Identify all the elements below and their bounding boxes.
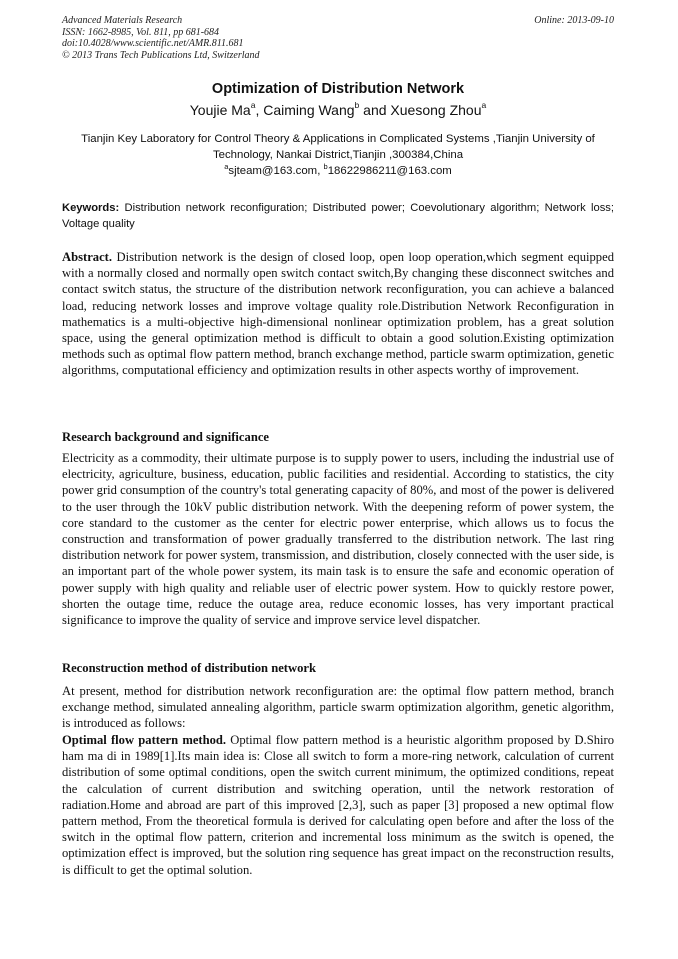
author-affil-mark: a: [481, 100, 487, 110]
email-separator: ,: [317, 165, 324, 177]
author-list: [62, 101, 614, 119]
subsection-label: Optimal flow pattern method.: [62, 733, 227, 747]
section-heading: Research background and significance: [62, 430, 270, 444]
author-name: Caiming Wang: [263, 102, 355, 118]
keywords: [62, 200, 614, 232]
paper-title: Optimization of Distribution Network: [211, 81, 465, 97]
journal-header: [62, 15, 422, 61]
author-affil-mark: b: [354, 100, 360, 110]
email-mark: b: [323, 162, 328, 171]
copyright-line: © 2013 Trans Tech Publications Ltd, Switzerland: [62, 49, 260, 61]
abstract-label: Abstract.: [62, 250, 113, 264]
doi-line: doi:10.4028/www.scientific.net/AMR.811.681: [62, 38, 244, 50]
author-name: Xuesong Zhou: [390, 102, 482, 118]
section-paragraph: Electricity as a commodity, their ultimate purpose is to supply power to users, including the industrial use of electricity, agriculture, business, education, public facilities and residential. According to statistics, the city power grid consumption of the country's total generating capacity of 80%, and most of the power is delivered to the user through the 10kV public distribution network. With the deepening reform of power system, the core standard to the customer as the center for electric power enterprise, which allows us to focus the construction and transformation of power gradually transferred to the distribution network. The last ring distribution network for power system, transmission, and distribution, closely connected with the user side, is an important part of the whole power system, its main task is to ensure the safe and economic operation of power supply with high quality and reliable user of electric power system. How to quickly restore power, shorten the outage time, reduce the outage area, reduce economic losses, has very important practical significance to improve the quality of service and improve service level dispatcher.: [62, 451, 614, 628]
author-separator: ,: [255, 102, 264, 118]
journal-name: Advanced Materials Research: [62, 15, 183, 26]
keywords-label: Keywords:: [62, 202, 120, 214]
email-link[interactable]: 18622986211@163.com: [327, 165, 452, 177]
abstract-text: Distribution network is the design of closed loop, open loop operation,which segment equipped with a normally closed and normally open switch contact switch,By changing these disconnect switches and contact switch status, the structure of the distribution network reconfiguration, you can achieve a balanced load, reducing network losses and improve voltage quality role.Distribution Network Reconfiguration in mathematics is a multi-objective high-dimensional nonlinear optimization problem, has a great solution space, using the general optimization method is difficult to obtain a good solution.Existing optimization methods such as optimal flow pattern method, branch exchange method, particle swarm optimization, genetic algorithms, computational efficiency and optimization results in other aspects worthy of improvement.: [62, 250, 614, 378]
email-link[interactable]: sjteam@163.com: [228, 165, 318, 177]
keywords-text: Distribution network reconfiguration; Distributed power; Coevolutionary algorithm; Network loss; Voltage quality: [62, 202, 614, 230]
author-separator: and: [359, 102, 391, 118]
section-paragraph: At present, method for distribution network reconfiguration are: the optimal flow pattern method, branch exchange method, simulated annealing algorithm, particle swarm optimization algorithm, genetic algorithm, is introduced as follows:: [62, 684, 614, 731]
online-date: Online: 2013-09-10: [534, 15, 614, 26]
subsection-paragraph: [62, 732, 614, 878]
subsection-text: Optimal flow pattern method is a heuristic algorithm proposed by D.Shiro ham ma di in 1989[1].Its main idea is: Close all switch to form a more-ring network, calculation of current distribution of some optimal conditions, open the switch current minimum, the optimized conditions, repeat the calculation of current distribution and switching operation, until the network restoration of radiation.Home and abroad are part of this improved [2,3], such as paper [3] proposed a new optimal flow pattern method, From the theoretical formula is derived for calculating open before and after the loss of the switch in the optimal flow pattern, criterion and incremental loss minimum as the switch is opened, the optimization effect is improved, but the solution ring sequence has great impact on the reconstruction results, is difficult to get the optimal solution.: [62, 733, 614, 877]
abstract: [62, 249, 614, 379]
issn-line: ISSN: 1662-8985, Vol. 811, pp 681-684: [62, 26, 220, 38]
email-mark: a: [224, 162, 229, 171]
section-heading: Reconstruction method of distribution network: [62, 661, 316, 675]
author-emails: [62, 164, 614, 179]
affiliation: Tianjin Key Laboratory for Control Theory & Applications in Complicated Systems ,Tianjin University of Technology, Nankai District,Tianjin ,300384,China: [81, 133, 595, 161]
author-name: Youjie Ma: [189, 102, 251, 118]
author-affil-mark: a: [250, 100, 256, 110]
